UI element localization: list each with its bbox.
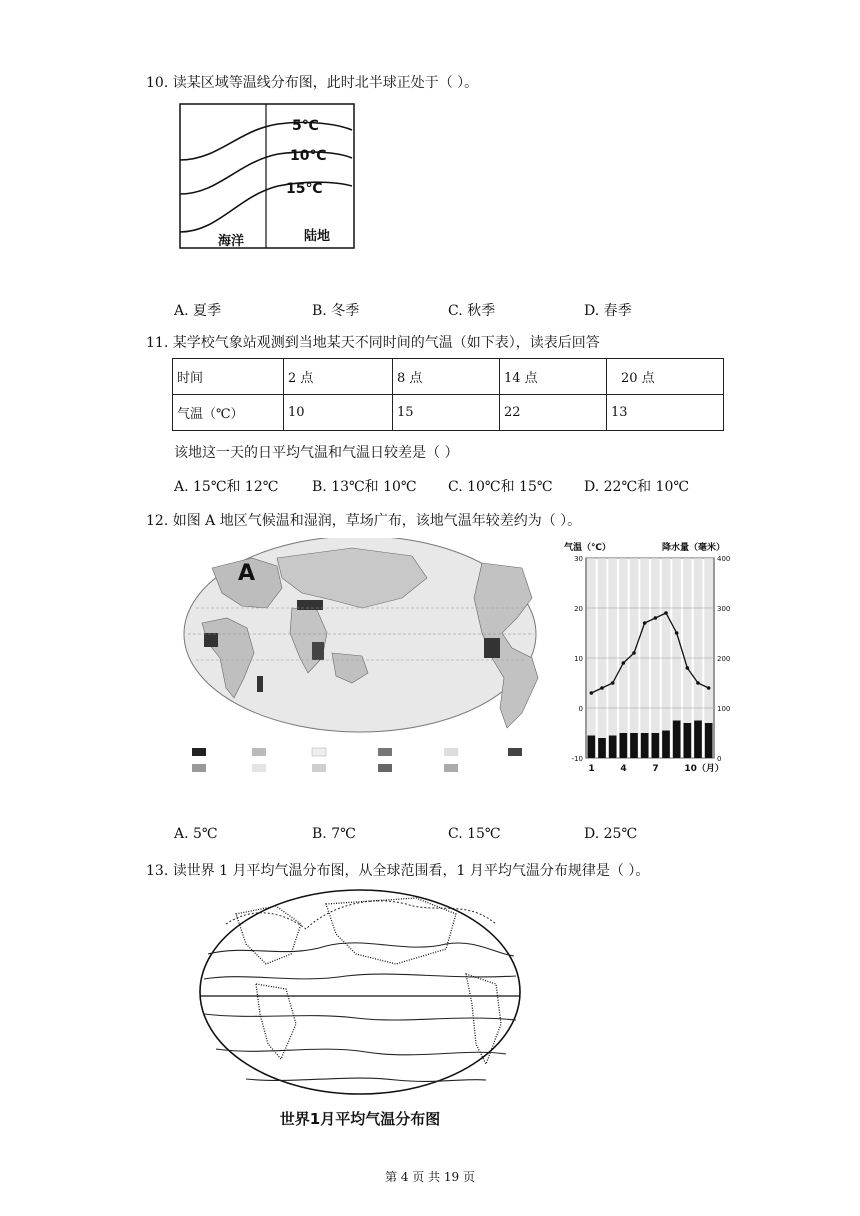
q11-option-b[interactable]: B. 13℃和 10℃ xyxy=(312,479,417,495)
left-tick-label: 10 xyxy=(574,655,583,663)
x-tick-label: 10（月） xyxy=(684,764,724,774)
table-cell: 13 xyxy=(607,395,724,431)
precip-bar xyxy=(641,733,649,758)
table-cell: 气温（℃） xyxy=(173,395,284,431)
temperature-point xyxy=(664,611,668,615)
table-cell: 15 xyxy=(393,395,500,431)
temperature-point xyxy=(654,616,658,620)
precip-bar xyxy=(705,723,713,758)
precip-bar xyxy=(673,721,681,759)
right-tick-label: 400 xyxy=(717,555,731,563)
right-tick-label: 100 xyxy=(717,705,731,713)
q11-stem: 11. 某学校气象站观测到当地某天不同时间的气温（如下表），读表后回答 xyxy=(146,335,600,351)
q12-world-climate-map xyxy=(182,538,560,778)
table-cell: 10 xyxy=(284,395,393,431)
temperature-table xyxy=(172,358,724,431)
iso-15-label: 15℃ xyxy=(286,181,323,197)
q11-option-d[interactable]: D. 22℃和 10℃ xyxy=(584,479,690,495)
table-header-cell: 时间 xyxy=(173,359,284,395)
precip-bar xyxy=(694,721,702,759)
temperature-point xyxy=(600,686,604,690)
temperature-point xyxy=(675,631,679,635)
chart-right-axis-title: 降水量（毫米） xyxy=(662,543,726,553)
iso-10-label: 10℃ xyxy=(290,148,327,164)
right-tick-label: 200 xyxy=(717,655,731,663)
q10-stem: 10. 读某区域等温线分布图，此时北半球正处于（ ）。 xyxy=(146,75,479,91)
table-header-cell: 8 点 xyxy=(393,359,500,395)
precip-bar xyxy=(652,733,660,758)
temperature-point xyxy=(696,681,700,685)
table-header-cell: 2 点 xyxy=(284,359,393,395)
precip-bar xyxy=(630,733,638,758)
precip-bar xyxy=(609,736,617,759)
chart-left-axis-title: 气温（℃） xyxy=(564,543,611,553)
left-tick-label: 30 xyxy=(574,555,583,563)
q10-option-b[interactable]: B. 冬季 xyxy=(312,303,360,319)
q10-option-d[interactable]: D. 春季 xyxy=(584,303,632,319)
precip-bar xyxy=(588,736,596,759)
temperature-point xyxy=(686,666,690,670)
temperature-point xyxy=(632,651,636,655)
q11-option-c[interactable]: C. 10℃和 15℃ xyxy=(448,479,553,495)
right-tick-label: 0 xyxy=(717,755,722,763)
x-tick-label: 7 xyxy=(652,764,659,774)
q12-stem: 12. 如图 A 地区气候温和湿润，草场广布，该地气温年较差约为（ ）。 xyxy=(146,513,582,529)
temperature-point xyxy=(611,681,615,685)
q10-option-c[interactable]: C. 秋季 xyxy=(448,303,496,319)
temperature-point xyxy=(590,691,594,695)
q10-isotherm-figure xyxy=(178,102,358,252)
q12-option-d[interactable]: D. 25℃ xyxy=(584,826,638,842)
temperature-point xyxy=(622,661,626,665)
x-tick-label: 4 xyxy=(620,764,627,774)
precip-bar xyxy=(620,733,628,758)
q11-option-a[interactable]: A. 15℃和 12℃ xyxy=(174,479,279,495)
right-tick-label: 300 xyxy=(717,605,731,613)
page-footer: 第 4 页 共 19 页 xyxy=(385,1170,475,1184)
left-tick-label: -10 xyxy=(571,755,583,763)
temperature-point xyxy=(643,621,647,625)
q12-option-a[interactable]: A. 5℃ xyxy=(174,826,218,842)
land-label: 陆地 xyxy=(304,229,331,244)
q11-subquestion: 该地这一天的日平均气温和气温日较差是（ ） xyxy=(174,445,459,461)
table-row xyxy=(173,395,724,431)
table-row xyxy=(173,359,724,395)
table-header-cell: 20 点 xyxy=(607,359,724,395)
q10-option-a[interactable]: A. 夏季 xyxy=(174,303,222,319)
precip-bar xyxy=(684,723,692,758)
precip-bar xyxy=(598,738,606,758)
iso-5-label: 5℃ xyxy=(292,118,319,134)
left-tick-label: 0 xyxy=(578,705,583,713)
q12-option-c[interactable]: C. 15℃ xyxy=(448,826,501,842)
left-tick-label: 20 xyxy=(574,605,583,613)
q12-option-b[interactable]: B. 7℃ xyxy=(312,826,356,842)
q13-stem: 13. 读世界 1 月平均气温分布图，从全球范围看，1 月平均气温分布规律是（ ）。 xyxy=(146,863,650,879)
table-cell: 22 xyxy=(500,395,607,431)
map-point-a-label: A xyxy=(238,561,256,586)
map-caption: 世界1月平均气温分布图 xyxy=(279,1110,441,1128)
table-header-cell: 14 点 xyxy=(500,359,607,395)
ocean-label: 海洋 xyxy=(218,234,245,249)
x-tick-label: 1 xyxy=(588,764,595,774)
q13-january-isotherm-map xyxy=(196,884,526,1132)
temperature-point xyxy=(707,686,711,690)
q12-climate-chart xyxy=(562,540,740,776)
precip-bar xyxy=(662,731,670,759)
